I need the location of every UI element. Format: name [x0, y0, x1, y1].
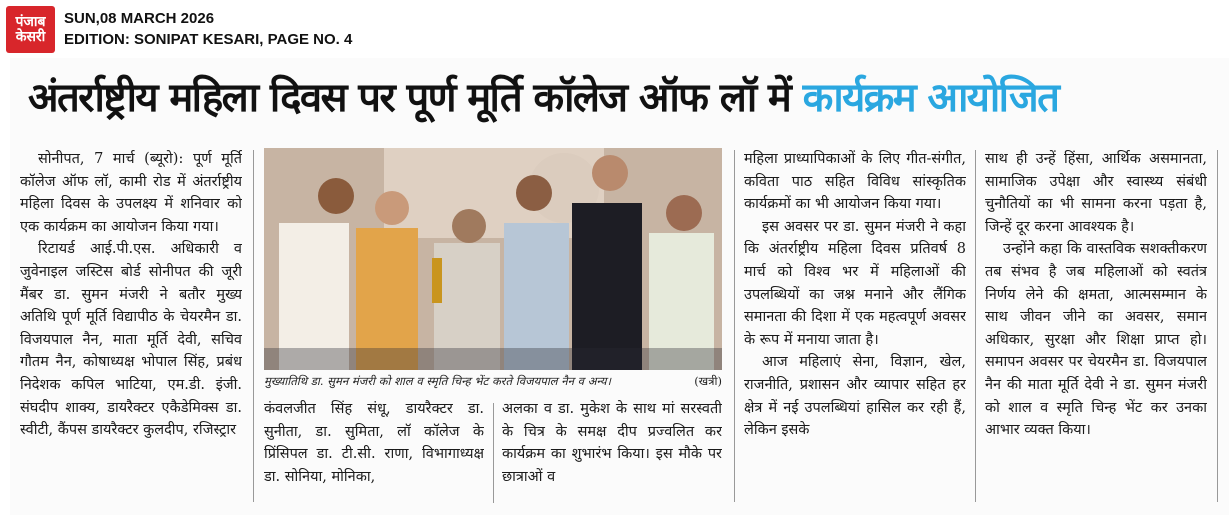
column-1-paragraph-2: रिटायर्ड आई.पी.एस. अधिकारी व जुवेनाइल जस्टिस बोर्ड सोनीपत की जूरी मैंबर डा. सुमन मंजरी ने बतौर मुख्य अतिथि पूर्ण मूर्ति विद्यापीठ के चेयरमैन डा. विजयपाल नैन, माता मूर्ति देवी, सचिव गौतम नैन, कोषाध्यक्ष भोपाल सिंह, प्रबंध निदेशक कपिल भाटिया, एम.डी. इंजी. संघदीप शाक्य, डायरैक्टर एकैडेमिक्स डा. स्वीटी, कैंपस डायरैक्टर कुलदीप, रजिस्ट्रार — [20, 241, 242, 439]
article-headline — [28, 72, 1058, 124]
column-4-paragraph-3: आज महिलाएं सेना, विज्ञान, खेल, राजनीति, प्रशासन और व्यापार सहित हर क्षेत्र में नई उपलब्धियां हासिल कर रही हैं, लेकिन इसके — [744, 354, 966, 439]
edition-label: EDITION: SONIPAT KESARI, PAGE NO. 4 — [64, 31, 353, 48]
column-divider — [975, 150, 976, 502]
photo-credit: (खत्री) — [694, 374, 722, 388]
group-photo-illustration — [264, 148, 722, 370]
masthead-bar — [0, 0, 1229, 58]
publish-date: SUN,08 MARCH 2026 — [64, 10, 215, 27]
column-1-paragraph-1: सोनीपत, 7 मार्च (ब्यूरो): पूर्ण मूर्ति कॉलेज ऑफ लॉ, कामी रोड में अंतर्राष्ट्रीय महिला दिवस के उपलक्ष्य में शनिवार को एक कार्यक्रम का आयोजन किया गया। — [20, 151, 242, 235]
column-divider — [253, 150, 254, 502]
column-5-paragraph-1: साथ ही उन्हें हिंसा, आर्थिक असमानता, सामाजिक उपेक्षा और स्वास्थ्य संबंधी चुनौतियों का भी सामना करना पड़ता है, जिन्हें दूर करना आवश्यक है। — [985, 151, 1207, 235]
article-column-1 — [20, 148, 242, 506]
logo-line-2: केसरी — [15, 28, 46, 45]
column-3-paragraph: अलका व डा. मुकेश के साथ मां सरस्वती के चित्र के समक्ष दीप प्रज्वलित कर कार्यक्रम का शुभारंभ किया। इस मौके पर छात्राओं व — [502, 401, 722, 485]
article-column-2 — [264, 398, 484, 506]
column-5-paragraph-2: उन्होंने कहा कि वास्तविक सशक्तीकरण तब संभव है जब महिलाओं को स्वतंत्र निर्णय लेने की क्षमता, आत्मसम्मान के साथ जीवन जीने का अवसर, समान अधिकार, सुरक्षा और शिक्षा प्राप्त हो। समापन अवसर पर चेयरमैन डा. विजयपाल नैन की माता मूर्ति देवी ने डा. सुमन मंजरी को शाल व स्मृति चिन्ह भेंट कर उनका आभार व्यक्त किया। — [985, 241, 1207, 439]
photo-caption — [264, 374, 722, 389]
column-4-paragraph-1: महिला प्राध्यापिकाओं के लिए गीत-संगीत, कविता पाठ सहित विविध सांस्कृतिक कार्यक्रमों का भी आयोजन किया गया। — [744, 151, 966, 213]
article-column-5 — [985, 148, 1207, 506]
newspaper-clipping — [10, 58, 1229, 515]
article-column-4 — [744, 148, 966, 506]
headline-blue-text: कार्यक्रम आयोजित — [802, 75, 1059, 121]
column-divider — [1217, 150, 1218, 502]
column-4-paragraph-2: इस अवसर पर डा. सुमन मंजरी ने कहा कि अंतर्राष्ट्रीय महिला दिवस प्रतिवर्ष 8 मार्च को विश्व भर में महिलाओं की उपलब्धियों का जश्न मनाने और लैंगिक समानता की दिशा में एक महत्वपूर्ण अवसर के रूप में मनाया जाता है। — [744, 218, 966, 348]
newspaper-logo — [6, 6, 55, 53]
column-divider — [734, 150, 735, 502]
logo-line-1: पंजाब — [15, 13, 46, 30]
headline-black-text: अंतर्राष्ट्रीय महिला दिवस पर पूर्ण मूर्ति कॉलेज ऑफ लॉ में — [28, 75, 791, 121]
article-column-3 — [502, 398, 722, 506]
edition-info — [64, 8, 352, 50]
event-photo — [264, 148, 722, 370]
column-divider — [493, 403, 494, 503]
bottom-strip — [10, 506, 1229, 515]
photo-caption-text: मुख्यातिथि डा. सुमन मंजरी को शाल व स्मृति चिन्ह भेंट करते विजयपाल नैन व अन्य। — [264, 374, 611, 388]
column-2-paragraph: कंवलजीत सिंह संधू, डायरैक्टर डा. सुनीता, डा. सुमिता, लॉ कॉलेज के प्रिंसिपल डा. टी.सी. राणा, विभागाध्यक्ष डा. सोनिया, मोनिका, — [264, 401, 484, 485]
